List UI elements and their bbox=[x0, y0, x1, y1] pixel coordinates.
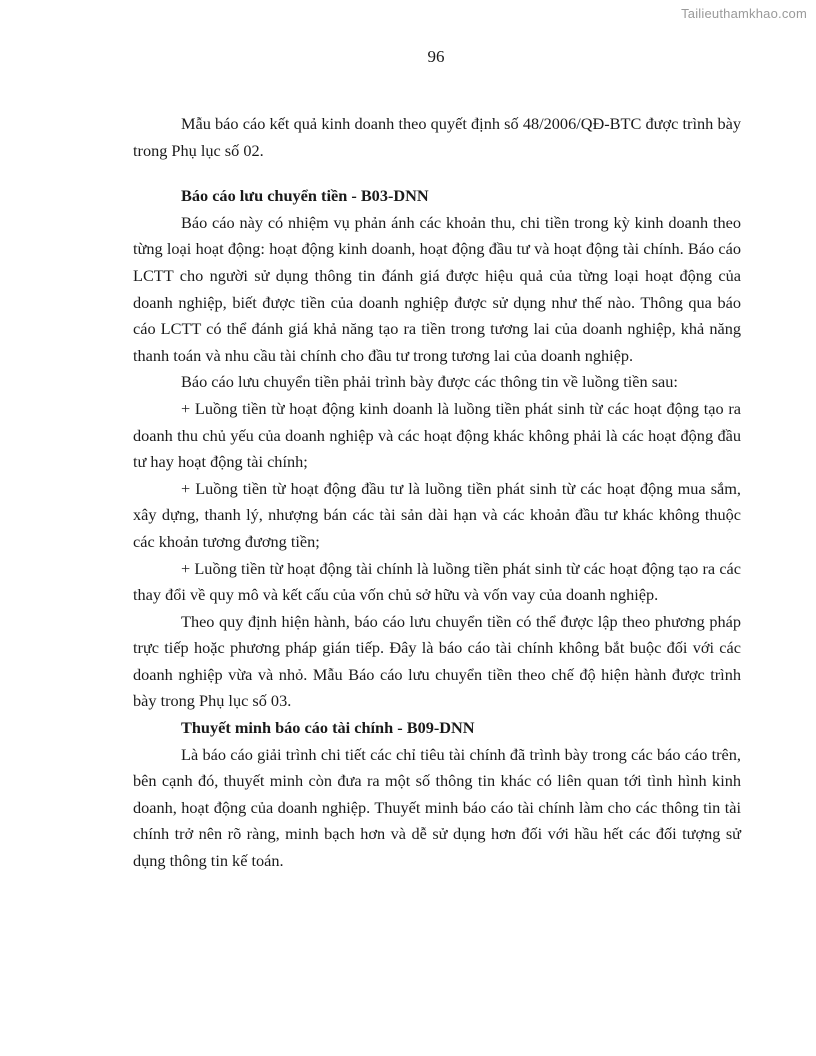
document-body bbox=[133, 111, 741, 875]
cash-flow-item-financing: + Luồng tiền từ hoạt động tài chính là luồng tiền phát sinh từ các hoạt động tạo ra các thay đổi về quy mô và kết cấu của vốn chủ sở hữu và vốn vay của doanh nghiệp. bbox=[133, 558, 741, 605]
watermark: Tailieuthamkhao.com bbox=[681, 6, 807, 21]
section-heading-cash-flow: Báo cáo lưu chuyển tiền - B03-DNN bbox=[181, 186, 429, 206]
intro-paragraph: Mẫu báo cáo kết quả kinh doanh theo quyết định số 48/2006/QĐ-BTC được trình bày trong Phụ lục số 02. bbox=[133, 114, 741, 160]
page-number: 96 bbox=[427, 47, 445, 66]
cash-flow-item-investing: + Luồng tiền từ hoạt động đầu tư là luồng tiền phát sinh từ các hoạt động mua sắm, xây dựng, thanh lý, nhượng bán các tài sản dài hạn và các khoản đầu tư khác không thuộc các khoản tương đương tiền; bbox=[133, 478, 741, 551]
section-heading-notes: Thuyết minh báo cáo tài chính - B09-DNN bbox=[181, 718, 475, 738]
cash-flow-item-operating: + Luồng tiền từ hoạt động kinh doanh là luồng tiền phát sinh từ các hoạt động tạo ra doanh thu chủ yếu của doanh nghiệp và các hoạt động khác không phải là các hoạt động đầu tư hay hoạt động tài chính; bbox=[133, 398, 741, 472]
cash-flow-requirements: Báo cáo lưu chuyển tiền phải trình bày được các thông tin về luồng tiền sau: bbox=[181, 372, 678, 392]
notes-paragraph: Là báo cáo giải trình chi tiết các chỉ tiêu tài chính đã trình bày trong các báo cáo trên, bên cạnh đó, thuyết minh còn đưa ra một số thông tin khác có liên quan tới tình hình kinh doanh, hoạt động của doanh nghiệp. Thuyết minh báo cáo tài chính làm cho các thông tin tài chính trở nên rõ ràng, minh bạch hơn và dễ sử dụng hơn đối với hầu hết các đối tượng sử dụng thông tin kế toán. bbox=[133, 744, 741, 871]
cash-flow-regulation-paragraph: Theo quy định hiện hành, báo cáo lưu chuyển tiền có thể được lập theo phương pháp trực tiếp hoặc phương pháp gián tiếp. Đây là báo cáo tài chính không bắt buộc đối với các doanh nghiệp vừa và nhỏ. Mẫu Báo cáo lưu chuyển tiền theo chế độ hiện hành được trình bày trong Phụ lục số 03. bbox=[133, 611, 741, 711]
cash-flow-paragraph: Báo cáo này có nhiệm vụ phản ánh các khoản thu, chi tiền trong kỳ kinh doanh theo từng loại hoạt động: hoạt động kinh doanh, hoạt động đầu tư và hoạt động tài chính. Báo cáo LCTT cho người sử dụng thông tin đánh giá được hiệu quả của từng loại hoạt động của doanh nghiệp, biết được tiền của doanh nghiệp được sử dụng như thế nào. Thông qua báo cáo LCTT có thể đánh giá khả năng tạo ra tiền trong tương lai của doanh nghiệp, khả năng thanh toán và nhu cầu tài chính cho đầu tư trong tương lai của doanh nghiệp. bbox=[133, 212, 741, 365]
